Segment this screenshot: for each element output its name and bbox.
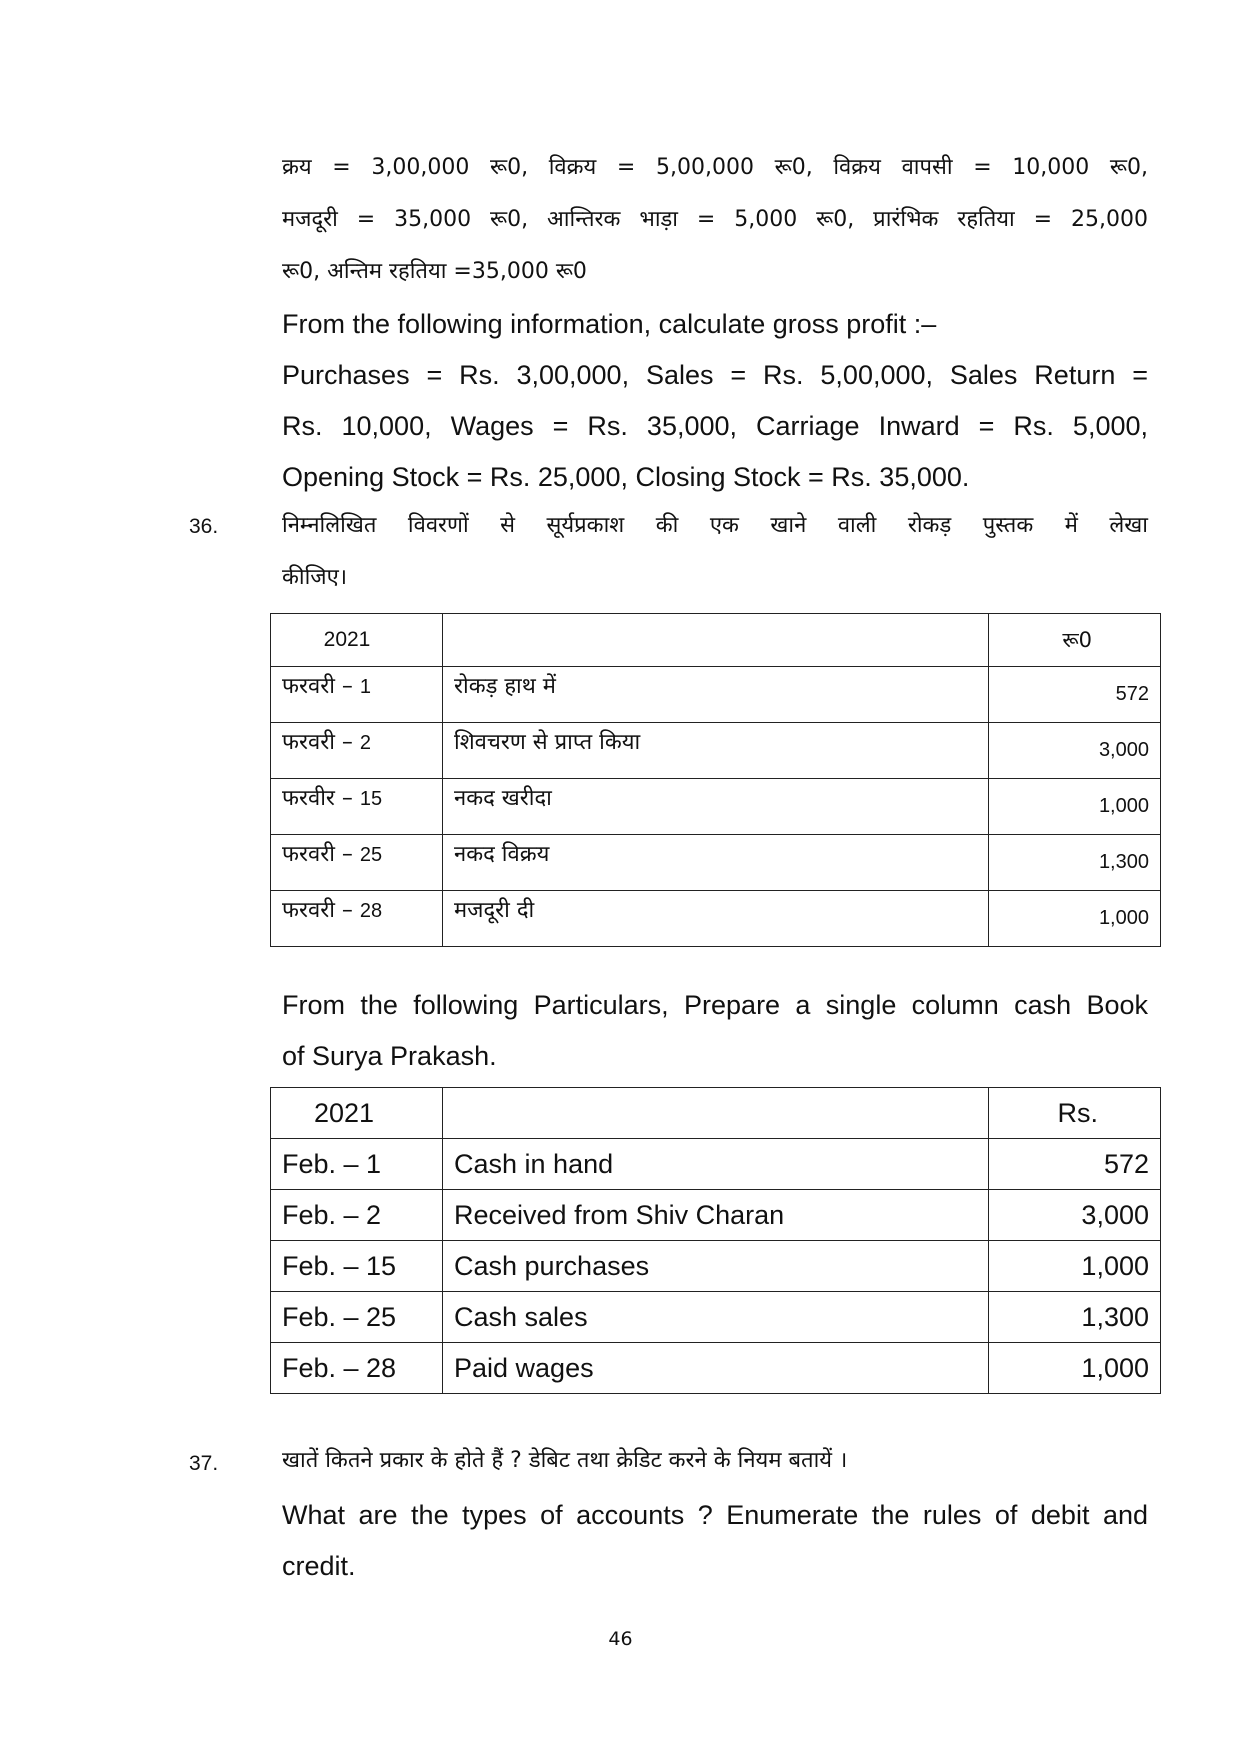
- date-day: 2: [359, 732, 372, 754]
- amount-cell: 572: [989, 667, 1161, 723]
- date-cell: [271, 835, 443, 891]
- year-header: 2021: [271, 614, 443, 667]
- date-month: फरवरी –: [282, 674, 353, 699]
- table-row: [271, 1343, 1161, 1394]
- date-cell: [271, 667, 443, 723]
- q35-english-line: Purchases = Rs. 3,00,000, Sales = Rs. 5,00,000, Sales Return =: [282, 360, 1148, 390]
- q35-english-line: Rs. 10,000, Wages = Rs. 35,000, Carriage Inward = Rs. 5,000,: [282, 411, 1148, 441]
- amount-cell: 1,000: [989, 891, 1161, 947]
- page-number: 46: [608, 1628, 633, 1650]
- particular-cell: रोकड़ हाथ में: [443, 667, 989, 723]
- date-cell: Feb. – 15: [271, 1241, 443, 1292]
- question-number: 36.: [189, 515, 219, 538]
- q36-hindi-question: [282, 500, 1148, 604]
- date-cell: Feb. – 28: [271, 1343, 443, 1394]
- particulars-header: [443, 1088, 989, 1139]
- date-cell: [271, 891, 443, 947]
- table-row: [271, 667, 1161, 723]
- q35-hindi-line: रू0, अन्तिम रहतिया =35,000 रू0: [282, 259, 587, 284]
- date-day: 25: [359, 844, 383, 866]
- currency-header: रू0: [989, 614, 1161, 667]
- date-cell: [271, 779, 443, 835]
- table-header-row: [271, 1088, 1161, 1139]
- amount-cell: 572: [989, 1139, 1161, 1190]
- date-day: 28: [359, 900, 383, 922]
- table-row: [271, 835, 1161, 891]
- table-row: [271, 1190, 1161, 1241]
- q35-hindi-text: [282, 142, 1148, 298]
- q37-hindi-line: खातें कितने प्रकार के होते हैं ? डेबिट तथा क्रेडिट करने के नियम बतायें ।: [282, 1448, 848, 1473]
- date-cell: Feb. – 25: [271, 1292, 443, 1343]
- table-row: [271, 1139, 1161, 1190]
- q36-hindi-line: कीजिए।: [282, 565, 348, 590]
- particulars-header: [443, 614, 989, 667]
- date-month: फरवीर –: [282, 786, 353, 811]
- q37-english-line: What are the types of accounts ? Enumerate the rules of debit and: [282, 1500, 1148, 1530]
- amount-cell: 1,000: [989, 1241, 1161, 1292]
- q36-english-line: From the following Particulars, Prepare a single column cash Book: [282, 990, 1148, 1020]
- q36-english-line: of Surya Prakash.: [282, 1041, 497, 1071]
- date-month: फरवरी –: [282, 842, 353, 867]
- amount-cell: 3,000: [989, 723, 1161, 779]
- q36-english-question: [282, 980, 1148, 1082]
- q35-english-line: Opening Stock = Rs. 25,000, Closing Stock = Rs. 35,000.: [282, 462, 970, 492]
- q37-english-question: [282, 1490, 1148, 1592]
- particular-cell: Cash sales: [443, 1292, 989, 1343]
- q36-hindi-line: निम्नलिखित विवरणों से सूर्यप्रकाश की एक खाने वाली रोकड़ पुस्तक में लेखा: [282, 513, 1148, 538]
- q37-hindi-question: [282, 1435, 1148, 1487]
- amount-cell: 1,000: [989, 779, 1161, 835]
- table-row: [271, 1292, 1161, 1343]
- particular-cell: Received from Shiv Charan: [443, 1190, 989, 1241]
- q35-hindi-line: क्रय = 3,00,000 रू0, विक्रय = 5,00,000 रू0, विक्रय वापसी = 10,000 रू0,: [282, 155, 1148, 180]
- english-cash-table: [270, 1087, 1161, 1394]
- hindi-cash-table: [270, 613, 1161, 947]
- date-day: 1: [359, 676, 372, 698]
- particular-cell: शिवचरण से प्राप्त किया: [443, 723, 989, 779]
- year-header: 2021: [271, 1088, 443, 1139]
- amount-cell: 1,300: [989, 1292, 1161, 1343]
- particular-cell: नकद खरीदा: [443, 779, 989, 835]
- particular-cell: Cash purchases: [443, 1241, 989, 1292]
- particular-cell: मजदूरी दी: [443, 891, 989, 947]
- amount-cell: 1,300: [989, 835, 1161, 891]
- amount-cell: 3,000: [989, 1190, 1161, 1241]
- amount-cell: 1,000: [989, 1343, 1161, 1394]
- date-month: फरवरी –: [282, 898, 353, 923]
- currency-header: Rs.: [989, 1088, 1161, 1139]
- date-month: फरवरी –: [282, 730, 353, 755]
- question-number: 37.: [189, 1452, 219, 1475]
- date-day: 15: [359, 788, 383, 810]
- table-row: [271, 779, 1161, 835]
- table-row: [271, 891, 1161, 947]
- q37-english-line: credit.: [282, 1551, 356, 1581]
- date-cell: Feb. – 1: [271, 1139, 443, 1190]
- table-row: [271, 1241, 1161, 1292]
- particular-cell: Paid wages: [443, 1343, 989, 1394]
- date-cell: [271, 723, 443, 779]
- particular-cell: नकद विक्रय: [443, 835, 989, 891]
- particular-cell: Cash in hand: [443, 1139, 989, 1190]
- date-cell: Feb. – 2: [271, 1190, 443, 1241]
- q35-english-intro: From the following information, calculate gross profit :–: [282, 309, 937, 339]
- table-header-row: [271, 614, 1161, 667]
- table-row: [271, 723, 1161, 779]
- q35-hindi-line: मजदूरी = 35,000 रू0, आन्तिरक भाड़ा = 5,000 रू0, प्रारंभिक रहतिया = 25,000: [282, 207, 1148, 232]
- q35-english-text: [282, 299, 1148, 503]
